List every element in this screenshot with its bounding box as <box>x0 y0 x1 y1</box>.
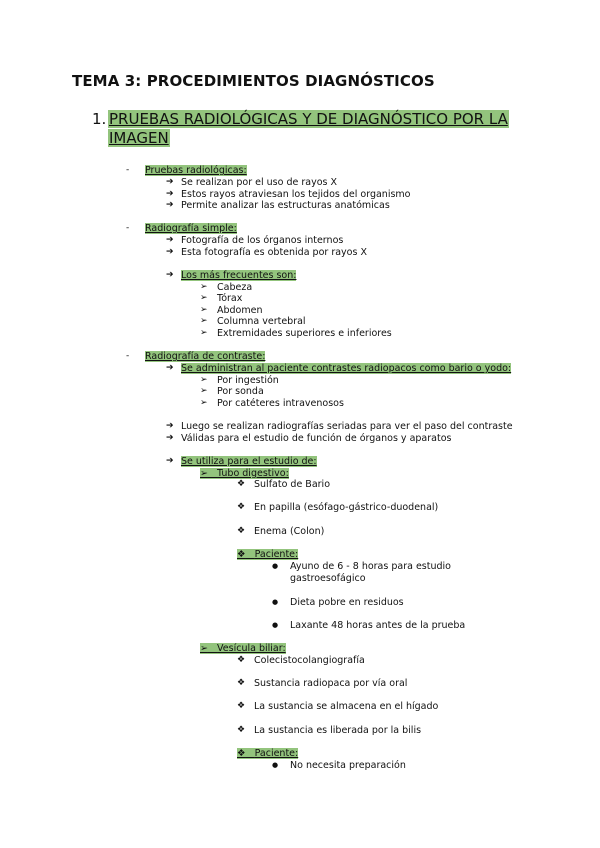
diamond-bullet: ❖ <box>237 701 246 711</box>
list-item: Dieta pobre en residuos <box>290 597 404 608</box>
arrow-bullet: ➔ <box>166 247 174 257</box>
list-item-continued: gastroesofágico <box>290 573 366 584</box>
list-item: Estos rayos atraviesan los tejidos del organismo <box>181 189 411 200</box>
list-item: La sustancia es liberada por la bilis <box>254 725 422 736</box>
list-item: Se realizan por el uso de rayos X <box>181 177 337 188</box>
triangle-bullet: ➢ <box>200 316 208 326</box>
arrow-bullet: ➔ <box>166 235 174 245</box>
page-title: TEMA 3: PROCEDIMIENTOS DIAGNÓSTICOS <box>72 72 435 90</box>
diamond-bullet: ❖ <box>237 655 246 665</box>
list-item: Sustancia radiopaca por vía oral <box>254 678 408 689</box>
heading-contraste: Radiografía de contraste: <box>145 351 266 362</box>
dot-bullet: ● <box>272 761 279 769</box>
triangle-bullet: ➢ <box>200 375 208 385</box>
arrow-bullet: ➔ <box>166 433 174 443</box>
arrow-bullet: ➔ <box>166 177 174 187</box>
dot-bullet: ● <box>272 562 279 570</box>
list-item: Por sonda <box>217 386 264 397</box>
dash-bullet: - <box>126 223 130 233</box>
list-item: Esta fotografía es obtenida por rayos X <box>181 247 367 258</box>
list-item: Laxante 48 horas antes de la prueba <box>290 620 466 631</box>
heading-simple: Radiografía simple: <box>145 223 237 234</box>
dot-bullet: ● <box>272 621 279 629</box>
dot-bullet: ● <box>272 598 279 606</box>
arrow-bullet: ➔ <box>166 456 174 466</box>
list-item: Abdomen <box>217 305 263 316</box>
triangle-bullet: ➢ <box>200 305 208 315</box>
list-item: Sulfato de Bario <box>254 479 331 490</box>
list-item: En papilla (esófago-gástrico-duodenal) <box>254 502 439 513</box>
section-number: 1. <box>92 110 107 128</box>
list-item: Permite analizar las estructuras anatómicas <box>181 200 390 211</box>
dash-bullet: - <box>126 165 130 175</box>
arrow-bullet: ➔ <box>166 421 174 431</box>
list-item: La sustancia se almacena en el hígado <box>254 701 439 712</box>
list-item: Colecistocolangiografía <box>254 655 365 666</box>
diamond-bullet: ❖ <box>237 678 246 688</box>
diamond-bullet: ❖ <box>237 526 246 536</box>
list-item: Enema (Colon) <box>254 526 325 537</box>
heading-utiliza: Se utiliza para el estudio de: <box>181 456 317 467</box>
list-item: Válidas para el estudio de función de órganos y aparatos <box>181 433 452 444</box>
section-heading-line1: PRUEBAS RADIOLÓGICAS Y DE DIAGNÓSTICO POR LA <box>109 110 508 128</box>
triangle-bullet: ➢ <box>200 386 208 396</box>
heading-administran: Se administran al paciente contrastes radiopacos como bario o yodo: <box>181 363 512 374</box>
section-heading-line2: IMAGEN <box>109 129 169 147</box>
arrow-bullet: ➔ <box>166 363 174 373</box>
triangle-bullet: ➢ <box>200 398 208 408</box>
arrow-bullet: ➔ <box>166 200 174 210</box>
list-item: Por catéteres intravenosos <box>217 398 344 409</box>
heading-paciente-tubo: ❖ Paciente: <box>237 549 299 560</box>
list-item: Ayuno de 6 - 8 horas para estudio <box>290 561 451 572</box>
heading-tubo: ➢ Tubo digestivo: <box>200 468 289 479</box>
list-item: Tórax <box>217 293 243 304</box>
list-item: Por ingestión <box>217 375 279 386</box>
list-item: Fotografía de los órganos internos <box>181 235 344 246</box>
diamond-bullet: ❖ <box>237 479 246 489</box>
triangle-bullet: ➢ <box>200 328 208 338</box>
arrow-bullet: ➔ <box>166 270 174 280</box>
list-item: Cabeza <box>217 282 253 293</box>
list-item: No necesita preparación <box>290 760 406 771</box>
heading-paciente-vesicula: ❖ Paciente: <box>237 748 299 759</box>
heading-pruebas: Pruebas radiológicas: <box>145 165 247 176</box>
list-item: Extremidades superiores e inferiores <box>217 328 392 339</box>
diamond-bullet: ❖ <box>237 502 246 512</box>
heading-vesicula: ➢ Vesícula biliar: <box>200 643 286 654</box>
triangle-bullet: ➢ <box>200 293 208 303</box>
list-item: Columna vertebral <box>217 316 306 327</box>
dash-bullet: - <box>126 351 130 361</box>
diamond-bullet: ❖ <box>237 725 246 735</box>
section-heading <box>108 110 509 148</box>
triangle-bullet: ➢ <box>200 282 208 292</box>
list-item: Luego se realizan radiografías seriadas para ver el paso del contraste <box>181 421 513 432</box>
arrow-bullet: ➔ <box>166 189 174 199</box>
heading-frecuentes: Los más frecuentes son: <box>181 270 297 281</box>
